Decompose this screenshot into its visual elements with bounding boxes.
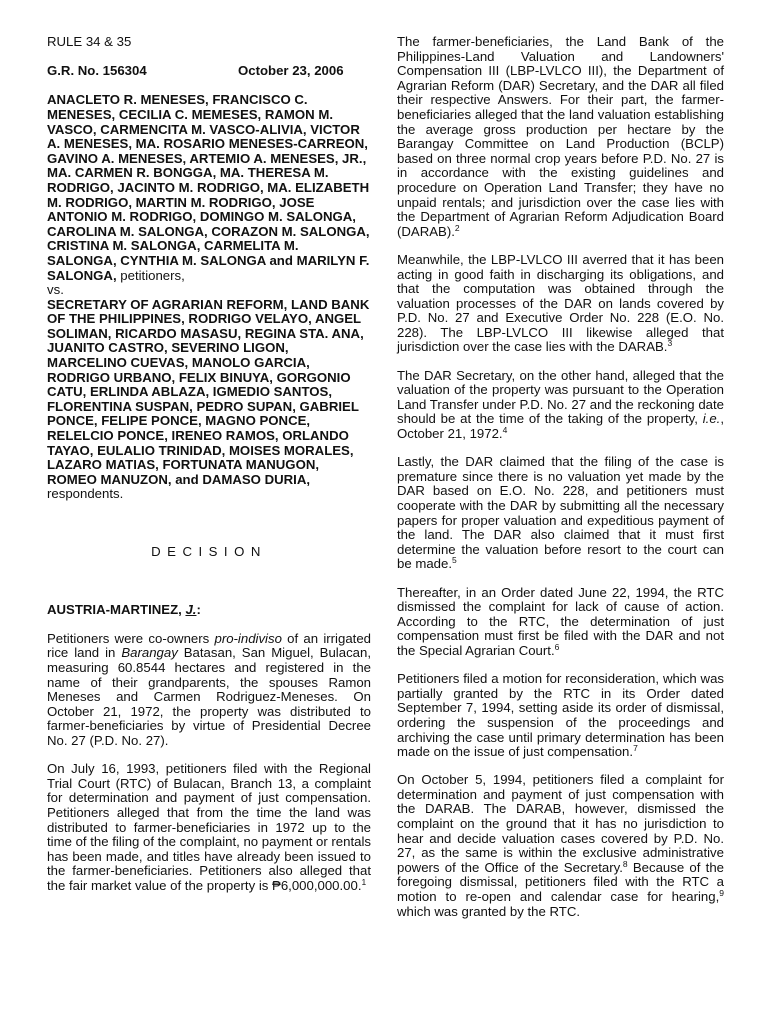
- footnote-ref[interactable]: 5: [452, 555, 457, 566]
- gr-number: G.R. No. 156304: [47, 63, 147, 79]
- decision-title: DECISION: [151, 544, 267, 559]
- footnote-ref[interactable]: 4: [502, 425, 508, 436]
- paragraph-dar-secretary: [397, 369, 724, 442]
- ponente-j: J.: [185, 601, 197, 617]
- footnote-ref[interactable]: 8: [622, 858, 628, 869]
- paragraph-rtc-dismissal: [397, 586, 724, 659]
- ponente-name: AUSTRIA-MARTINEZ,: [47, 601, 186, 617]
- footnote-ref[interactable]: 6: [554, 641, 560, 652]
- text-run: Thereafter, in an Order dated June 22, 1994, the RTC dismissed the complaint for lack of cause of action. According to the RTC, the determination of just compensation must first be filed with the DAR and not the Special Agrarian Court.: [397, 584, 724, 658]
- petitioners-label: petitioners,: [116, 267, 185, 283]
- left-column: [47, 35, 371, 907]
- text-run: Batasan, San Miguel, Bulacan, measuring 60.8544 hectares and registered in the name of their grandparents, the spouses Ramon Meneses and Carmen Rodriguez-Meneses. On October 21, 1972, the property was distributed to farmer-beneficiaries by virtue of Presidential Decree No. 27 (P.D. No. 27).: [47, 645, 371, 748]
- respondents-block: [47, 298, 371, 502]
- decision-date: October 23, 2006: [238, 63, 344, 79]
- text-run: Because of the foregoing dismissal, petitioners filed with the RTC a motion to re-open and calendar case for hearing,: [397, 859, 724, 905]
- footnote-ref[interactable]: 7: [633, 743, 638, 754]
- text-run: Petitioners were co-owners: [47, 630, 215, 646]
- respondents-label: respondents.: [47, 486, 124, 502]
- right-column: [397, 35, 724, 933]
- versus-label: vs.: [47, 282, 64, 298]
- petitioners-names: ANACLETO R. MENESES, FRANCISCO C. MENESES, CECILIA C. MEMESES, RAMON M. VASCO, CARMENCITA M. VASCO-ALIVIA, VICTOR A. MENESES, MA. ROSARIO MENESES-CARREON, GAVINO A. MENESES, ARTEMIO A. MENESES, JR., MA. CARMEN R. BONGGA, MA. THERESA M. RODRIGO, JACINTO M. RODRIGO, MA. ELIZABETH M. RODRIGO, MARTIN M. RODRIGO, JOSE ANTONIO M. RODRIGO, DOMINGO M. SALONGA, CAROLINA M. SALONGA, CORAZON M. SALONGA, CRISTINA M. SALONGA, CARMELITA M. SALONGA, CYNTHIA M. SALONGA and MARILYN F. SALONGA,: [47, 92, 370, 283]
- italic-run: Barangay: [121, 645, 178, 661]
- text-run: Petitioners filed a motion for reconsideration, which was partially granted by the RTC in its Order dated September 7, 1994, setting aside its order of dismissal, ordering the suspension of the proceedings and archiving the case until primary determination has been made on the issue of just compensation.: [397, 671, 724, 760]
- text-run: Meanwhile, the LBP-LVLCO III averred that it has been acting in good faith in discharging its obligations, and that the computation was obtained through the valuation processes of the DAR on lands covered by P.D. No. 27 and Executive Order No. 228 (E.O. No. 228). The LBP-LVLCO III likewise alleged that jurisdiction over the case lies with the DARAB.: [397, 251, 724, 355]
- footnote-ref[interactable]: 1: [361, 876, 367, 887]
- text-run: The DAR Secretary, on the other hand, alleged that the valuation of the property was pursuant to the Operation Land Transfer under P.D. No. 27 and the reckoning date should be at the time of the taking of the property,: [397, 367, 724, 427]
- italic-run: pro-indiviso: [214, 630, 282, 646]
- paragraph-darab-complaint: [397, 773, 724, 919]
- footnote-ref[interactable]: 2: [454, 222, 460, 233]
- petitioners-block: [47, 93, 371, 283]
- text-run: The farmer-beneficiaries, the Land Bank of the Philippines-Land Valuation and Landowners' Compensation III (LBP-LVLCO III), the Department of Agrarian Reform (DAR) Secretary, and the DAR all filed their respective Answers. For their part, the farmer-beneficiaries alleged that the land valuation establishing the average gross production per hectare by the Barangay Committee on Land Production (BCLP) based on three normal crop years before P.D. No. 27 is in accordance with the existing guidelines and procedure on Operation Land Transfer; they have no unpaid rentals; and jurisdiction over the case lies with the Department of Agrarian Reform Adjudication Board (DARAB).: [397, 34, 724, 239]
- paragraph-motion-reconsideration: [397, 672, 724, 760]
- footnote-ref[interactable]: 3: [667, 338, 673, 349]
- text-run: of an irrigated rice land in: [47, 630, 371, 661]
- rule-heading: RULE 34 & 35: [47, 34, 132, 49]
- paragraph-complaint-filed: [47, 762, 371, 893]
- italic-run: i.e.: [702, 411, 721, 427]
- text-run: On July 16, 1993, petitioners filed with the Regional Trial Court (RTC) of Bulacan, Branch 13, a complaint for determination and payment of just compensation. Petitioners alleged that from the time the land was distributed to farmer-beneficiaries in 1972 up to the time of the filing of the complaint, no payment or rentals has been made, and titles have already been issued to the farmer-beneficiaries. Petitioners also alleged that the fair market value of the property is ₱6,000,000.00.: [47, 761, 371, 893]
- text-run: , October 21, 1972.: [397, 411, 724, 442]
- paragraph-answers: [397, 35, 724, 239]
- text-run: Lastly, the DAR claimed that the filing of the case is premature since there is no valuation yet made by the DAR based on E.O. No. 228, and petitioners must cooperate with the DAR by submitting all the necessary papers for proper valuation and expeditious payment of the land. The DAR also claimed that it must first determine the valuation before resort to the court can be made.: [397, 454, 724, 572]
- respondents-names: SECRETARY OF AGRARIAN REFORM, LAND BANK OF THE PHILIPPINES, RODRIGO VELAYO, ANGEL SOLIMAN, RICARDO MASASU, REGINA STA. ANA, JUANITO CASTRO, SEVERINO LIGON, MARCELINO CUEVAS, MANOLO GARCIA, RODRIGO URBANO, FELIX BINUYA, GORGONIO CATU, ERLINDA ABLAZA, IGMEDIO SANTOS, FLORENTINA SUSPAN, PEDRO SUPAN, GABRIEL PONCE, FELIPE PONCE, MAGNO PONCE, RELELCIO PONCE, IRENEO RAMOS, ORLANDO TAYAO, EULALIO TRINIDAD, MOISES MORALES, LAZARO MATIAS, FORTUNATA MANUGON, ROMEO MANUZON, and DAMASO DURIA,: [47, 296, 370, 487]
- ponente-colon: :: [196, 601, 201, 617]
- paragraph-property-description: [47, 632, 371, 749]
- case-number-line: [47, 64, 371, 79]
- paragraph-lbp-averment: [397, 253, 724, 355]
- ponente-line: [47, 603, 371, 618]
- text-run: On October 5, 1994, petitioners filed a complaint for determination and payment of just compensation with the DARAB. The DARAB, however, dismissed the complaint on the ground that it has no jurisdiction to hear and decide valuation cases covered by P.D. No. 27, as the same is within the exclusive administrative powers of the Office of the Secretary.: [397, 772, 724, 875]
- text-run: which was granted by the RTC.: [397, 903, 581, 919]
- paragraph-dar-claim: [397, 455, 724, 572]
- footnote-ref[interactable]: 9: [719, 888, 724, 899]
